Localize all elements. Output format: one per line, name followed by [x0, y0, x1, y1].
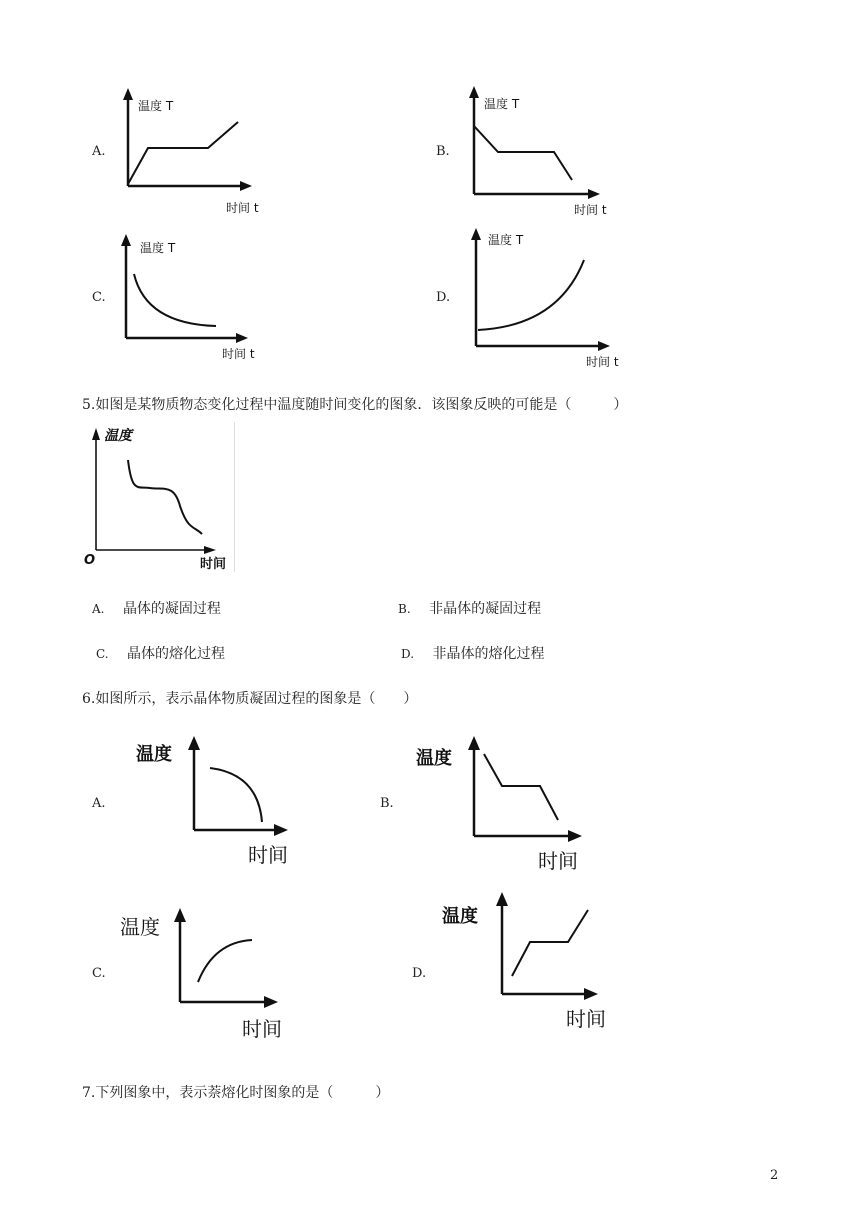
q6-graph-c: [118, 906, 298, 1046]
y-axis-arrow: [188, 736, 200, 750]
x-axis-arrow: [598, 341, 610, 351]
choice-text: 晶体的凝固过程: [122, 601, 221, 617]
q7-stem: 7.下列图象中，表示萘熔化时图象的是（ ）: [82, 1085, 390, 1101]
y-axis-arrow: [123, 88, 133, 100]
q4-option-a-letter: A.: [92, 144, 106, 159]
curve: [128, 460, 202, 534]
x-axis-arrow: [236, 333, 248, 343]
y-axis-label: 温度: [416, 748, 452, 769]
y-axis-label: 温度: [136, 744, 172, 765]
x-axis-arrow: [584, 988, 598, 1000]
curve: [474, 126, 572, 180]
y-axis-label: 温度: [104, 428, 132, 444]
choice-letter: A.: [92, 602, 105, 616]
q6-graph-a: [134, 734, 304, 874]
q4-option-b-letter: B.: [436, 144, 450, 159]
q6-option-b-letter: B.: [380, 796, 394, 811]
choice-letter: C.: [96, 647, 109, 661]
x-axis-label: 时间: [242, 1017, 282, 1041]
x-axis-label: 时间 t: [586, 355, 619, 369]
y-axis-label: 温度 T: [484, 97, 520, 111]
x-axis-arrow: [568, 830, 582, 842]
q4-option-d-letter: D.: [436, 290, 451, 305]
y-axis-arrow: [92, 428, 100, 440]
y-axis-label: 温度 T: [140, 241, 176, 255]
x-axis-label: 时间 t: [222, 347, 255, 361]
q5-choice-d[interactable]: [401, 643, 544, 663]
x-axis-label: 时间: [538, 849, 578, 873]
q6-graph-b: [414, 734, 604, 878]
y-axis-label: 温度 T: [138, 99, 174, 113]
choice-text: 晶体的熔化过程: [127, 646, 226, 662]
curve: [128, 122, 238, 184]
q6-stem: 6.如图所示，表示晶体物质凝固过程的图象是（ ）: [82, 691, 418, 707]
q5-choice-a[interactable]: [92, 598, 221, 618]
x-axis-arrow: [588, 189, 600, 199]
curve: [512, 910, 588, 976]
q4-option-c-letter: C.: [92, 290, 106, 305]
origin-label: O: [84, 553, 96, 568]
q5-graph: [80, 422, 236, 572]
choice-text: 非晶体的熔化过程: [432, 646, 545, 662]
x-axis-label: 时间: [200, 557, 227, 572]
choice-text: 非晶体的凝固过程: [429, 601, 542, 617]
x-axis-arrow: [240, 181, 252, 191]
q4-graph-a: [120, 86, 280, 220]
curve: [484, 754, 558, 820]
choice-letter: D.: [401, 647, 415, 661]
q4-graph-b: [466, 84, 626, 220]
q5-choice-b[interactable]: [398, 598, 541, 618]
y-axis-arrow: [468, 736, 480, 750]
x-axis-arrow: [274, 824, 288, 836]
curve: [210, 768, 262, 822]
q5-stem: 5.如图是某物质物态变化过程中温度随时间变化的图象．该图象反映的可能是（ ）: [82, 397, 628, 413]
y-axis-label: 温度: [442, 906, 478, 927]
y-axis-label: 温度 T: [488, 233, 524, 247]
x-axis-label: 时间: [566, 1007, 606, 1031]
curve: [478, 260, 584, 330]
page-number: 2: [770, 1168, 779, 1183]
y-axis-label: 温度: [120, 915, 160, 939]
curve: [134, 274, 216, 326]
q5-choice-c[interactable]: [96, 643, 225, 663]
x-axis-arrow: [264, 996, 278, 1008]
x-axis-label: 时间: [248, 843, 288, 867]
q6-option-d-letter: D.: [412, 966, 427, 981]
x-axis-arrow: [204, 546, 216, 554]
q6-option-c-letter: C.: [92, 966, 106, 981]
curve: [198, 940, 252, 982]
y-axis-arrow: [496, 892, 508, 906]
q5-figure: [80, 422, 235, 572]
y-axis-arrow: [121, 234, 131, 246]
x-axis-label: 时间 t: [574, 203, 607, 217]
x-axis-label: 时间 t: [226, 201, 259, 215]
y-axis-arrow: [174, 908, 186, 922]
y-axis-arrow: [471, 228, 481, 240]
q4-graph-c: [118, 232, 278, 362]
choice-letter: B.: [398, 602, 411, 616]
q6-option-a-letter: A.: [92, 796, 106, 811]
q4-graph-d: [468, 226, 628, 370]
q6-graph-d: [442, 890, 618, 1036]
y-axis-arrow: [469, 86, 479, 98]
